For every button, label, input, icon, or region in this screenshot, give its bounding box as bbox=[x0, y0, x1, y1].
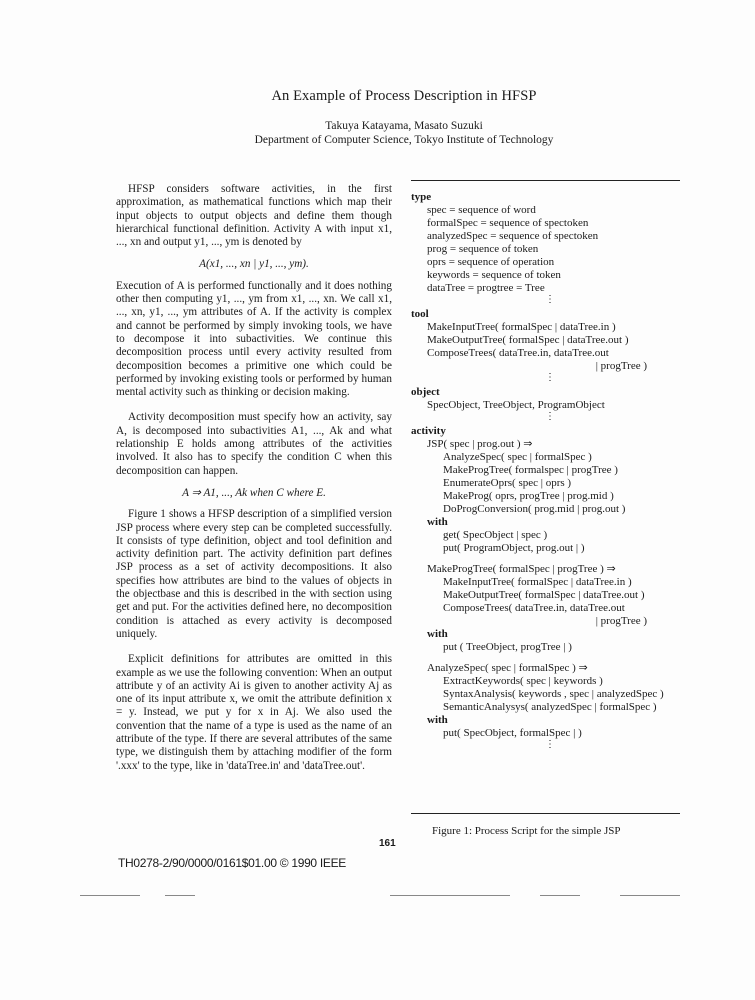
activity-step: DoProgConversion( prog.mid | prog.out ) bbox=[443, 503, 626, 515]
with-line: put ( TreeObject, progTree | ) bbox=[443, 641, 572, 653]
figure-top-rule bbox=[411, 180, 680, 181]
scan-artifact bbox=[540, 895, 580, 896]
tool-line: MakeOutputTree( formalSpec | dataTree.out ) bbox=[427, 334, 629, 346]
figure-process-script bbox=[411, 191, 689, 753]
copyright-footer: TH0278-2/90/0000/0161$01.00 © 1990 IEEE bbox=[118, 856, 346, 870]
left-column bbox=[116, 183, 392, 773]
activity-step-continuation: | progTree ) bbox=[595, 615, 647, 627]
paper-authors: Takuya Katayama, Masato Suzuki bbox=[325, 120, 483, 132]
activity-step: EnumerateOprs( spec | oprs ) bbox=[443, 477, 572, 489]
paragraph-figure-description: Figure 1 shows a HFSP description of a simplified version JSP process where every step can be completed successfully. It consists of type definition, object and tool definition and activity definition part. The activity definition part defines JSP process as a set of activity decompositions. It also specifies how attributes are bind to the values of objects in the objectbase and this is described in the with section using get and put. For the activities defined here, no decomposition condition is attached as every activity is decomposed uniquely. bbox=[116, 508, 392, 640]
vertical-ellipsis: ⋮ bbox=[545, 294, 555, 305]
paper-affiliation: Department of Computer Science, Tokyo Institute of Technology bbox=[254, 134, 554, 146]
vertical-ellipsis: ⋮ bbox=[545, 739, 555, 750]
tool-line-continuation: | progTree ) bbox=[595, 360, 647, 372]
paragraph-decomposition: Activity decomposition must specify how an activity, say A, is decomposed into subactivities A1, ..., Ak and what relationship E holds among attributes of the activities involved. It also has to specify the condition C when this decomposition can happen. bbox=[116, 411, 392, 477]
scan-artifact bbox=[390, 895, 510, 896]
scan-artifact bbox=[165, 895, 195, 896]
activity-step: MakeOutputTree( formalSpec | dataTree.out ) bbox=[443, 589, 645, 601]
scan-artifact bbox=[80, 895, 140, 896]
activity-step: MakeProgTree( formalspec | progTree ) bbox=[443, 464, 618, 476]
activity-head: MakeProgTree( formalSpec | progTree ) ⇒ bbox=[427, 563, 616, 575]
tool-line: ComposeTrees( dataTree.in, dataTree.out bbox=[427, 347, 609, 359]
type-line: dataTree = progtree = Tree bbox=[427, 282, 545, 294]
type-line: formalSpec = sequence of spectoken bbox=[427, 217, 589, 229]
paragraph-execution: Execution of A is performed functionally and it does nothing other then computing y1, ..., ym from x1, ..., xn. We call x1, ..., xn, y1, ..., ym attributes of A. If the activity is complex and cannot be performed by simply invoking tools, we have to decompose it into subactivities. We continue this decomposition process until every activity resulted from decomposition becomes a primitive one which could be performed by invoking existing tools or performed by human mental activity such as thinking or decision making. bbox=[116, 279, 392, 399]
type-line: keywords = sequence of token bbox=[427, 269, 561, 281]
activity-step: ComposeTrees( dataTree.in, dataTree.out bbox=[443, 602, 625, 614]
vertical-ellipsis: ⋮ bbox=[545, 411, 555, 422]
type-line: analyzedSpec = sequence of spectoken bbox=[427, 230, 599, 242]
tool-line: MakeInputTree( formalSpec | dataTree.in ) bbox=[427, 321, 616, 333]
with-keyword: with bbox=[427, 628, 448, 640]
activity-head: JSP( spec | prog.out ) ⇒ bbox=[427, 438, 533, 450]
vertical-ellipsis: ⋮ bbox=[545, 372, 555, 383]
activity-step: MakeInputTree( formalSpec | dataTree.in ) bbox=[443, 576, 632, 588]
figure-caption: Figure 1: Process Script for the simple JSP bbox=[432, 825, 621, 837]
paragraph-conventions: Explicit definitions for attributes are omitted in this example as we use the following convention: When an output attribute y of an activity Ai is given to another activity Aj as one of its input attribute x, we omit the attribute definition x = y. Instead, we put y for x in Aj. We also used the convention that the name of a type is used as the name of an attribute of the type. If there are several attributes of the same type, we distinguish them by attaching modifier of the form '.xxx' to the type, like in 'dataTree.in' and 'dataTree.out'. bbox=[116, 653, 392, 772]
type-line: oprs = sequence of operation bbox=[427, 256, 555, 268]
activity-head: AnalyzeSpec( spec | formalSpec ) ⇒ bbox=[427, 662, 588, 674]
equation-activity: A(x1, ..., xn | y1, ..., ym). bbox=[199, 258, 309, 271]
figure-bottom-rule bbox=[411, 813, 680, 814]
with-line: get( SpecObject | spec ) bbox=[443, 529, 548, 541]
type-line: spec = sequence of word bbox=[427, 204, 536, 216]
scan-artifact bbox=[620, 895, 680, 896]
activity-step: SemanticAnalysys( analyzedSpec | formalSpec ) bbox=[443, 701, 657, 713]
activity-step: MakeProg( oprs, progTree | prog.mid ) bbox=[443, 490, 614, 502]
paragraph-intro: HFSP considers software activities, in the first approximation, as mathematical functions which map their input objects to output objects and define them though hierarchical functional definition. Activity A with input x1, ..., xn and output y1, ..., ym is denoted by bbox=[116, 183, 392, 249]
type-line: prog = sequence of token bbox=[427, 243, 539, 255]
with-line: put( SpecObject, formalSpec | ) bbox=[443, 727, 582, 739]
activity-step: SyntaxAnalysis( keywords , spec | analyzedSpec ) bbox=[443, 688, 664, 700]
equation-decomposition: A ⇒ A1, ..., Ak when C where E. bbox=[182, 486, 326, 499]
with-keyword: with bbox=[427, 714, 448, 726]
activity-keyword: activity bbox=[411, 425, 446, 437]
object-keyword: object bbox=[411, 386, 440, 398]
type-keyword: type bbox=[411, 191, 432, 203]
object-line: SpecObject, TreeObject, ProgramObject bbox=[427, 399, 605, 411]
with-keyword: with bbox=[427, 516, 448, 528]
activity-step: ExtractKeywords( spec | keywords ) bbox=[443, 675, 603, 687]
activity-step: AnalyzeSpec( spec | formalSpec ) bbox=[443, 451, 592, 463]
tool-keyword: tool bbox=[411, 308, 429, 320]
with-line: put( ProgramObject, prog.out | ) bbox=[443, 542, 585, 554]
page-number: 161 bbox=[379, 838, 396, 849]
paper-title: An Example of Process Description in HFSP bbox=[271, 88, 537, 104]
